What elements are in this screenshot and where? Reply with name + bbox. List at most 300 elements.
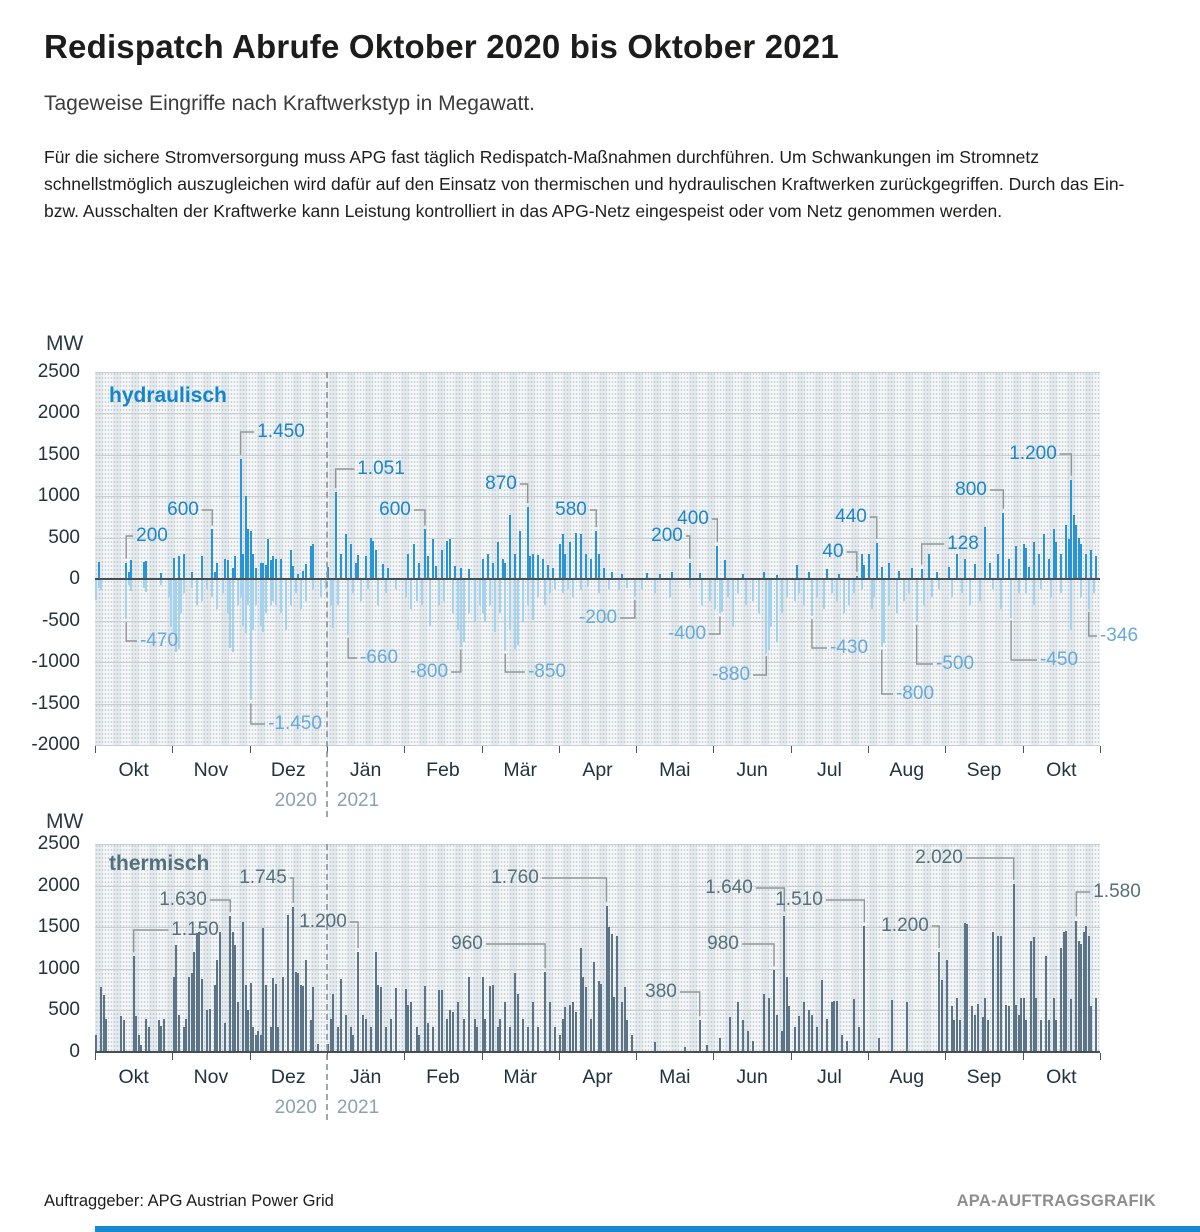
data-bar	[816, 1027, 818, 1052]
data-bar	[305, 564, 307, 579]
data-bar	[300, 580, 302, 609]
plot-area	[95, 372, 1100, 745]
data-bar	[863, 926, 865, 1052]
annotation-label: 1.510	[775, 889, 823, 910]
month-label: Nov	[193, 759, 229, 781]
data-bar	[969, 580, 971, 605]
data-bar	[908, 580, 910, 592]
annotation-label: 600	[167, 499, 199, 520]
data-bar	[340, 554, 342, 579]
data-bar	[405, 580, 407, 597]
axis-unit-label: MW	[46, 810, 84, 833]
month-label: Feb	[426, 1066, 460, 1088]
data-bar	[1085, 554, 1087, 579]
data-bar	[416, 580, 418, 601]
zero-axis-line	[95, 578, 1100, 580]
data-bar	[432, 1027, 434, 1052]
data-bar	[492, 985, 494, 1052]
annotation-label: 380	[645, 981, 677, 1002]
data-bar	[352, 1035, 354, 1052]
data-bar	[848, 580, 850, 605]
data-bar	[100, 580, 102, 590]
data-bar	[938, 580, 940, 588]
data-bar	[429, 580, 431, 626]
data-bar	[357, 555, 359, 579]
data-bar	[843, 580, 845, 613]
data-bar	[721, 580, 723, 611]
annotation-label: 600	[379, 499, 411, 520]
gridline	[95, 844, 1100, 845]
data-bar	[335, 492, 337, 579]
annotation-label: -800	[409, 661, 449, 682]
data-bar	[770, 580, 772, 626]
data-bar	[896, 580, 898, 613]
annotation-label: -450	[1039, 649, 1079, 670]
data-bar	[178, 556, 180, 579]
month-tick	[1100, 746, 1101, 753]
data-bar	[928, 554, 930, 579]
y-tick-label: -1500	[31, 692, 80, 714]
y-tick-label: -1000	[31, 651, 80, 673]
month-label: Nov	[193, 1066, 229, 1088]
data-bar	[421, 580, 423, 605]
month-tick	[791, 746, 792, 753]
data-bar	[380, 987, 382, 1052]
annotation-label: -800	[895, 683, 935, 704]
data-bar	[585, 554, 587, 579]
data-bar	[482, 559, 484, 580]
data-bar	[468, 977, 470, 1052]
data-bar	[522, 1019, 524, 1052]
data-bar	[1050, 580, 1052, 597]
annotation-label: 400	[677, 508, 709, 529]
month-tick	[559, 1053, 560, 1060]
data-bar	[287, 915, 289, 1052]
data-bar	[509, 515, 511, 580]
y-tick-label: 500	[48, 999, 80, 1021]
month-tick	[713, 1053, 714, 1060]
data-bar	[737, 580, 739, 592]
month-label: Sep	[966, 759, 1002, 781]
data-bar	[1055, 1020, 1057, 1052]
data-bar	[811, 1015, 813, 1052]
data-bar	[499, 580, 501, 613]
data-bar	[1040, 580, 1042, 588]
annotation-label: -346	[1099, 625, 1139, 646]
footer-credit: APA-AUFTRAGSGRAFIK	[956, 1192, 1156, 1210]
data-bar	[689, 580, 691, 587]
annotation-label: 200	[136, 525, 168, 546]
data-bar	[295, 580, 297, 592]
annotation-label: 200	[651, 525, 683, 546]
annotation-label: 1.200	[299, 911, 347, 932]
annotation-label: 1.450	[257, 421, 305, 442]
annotation-label: 1.051	[357, 458, 405, 479]
data-bar	[959, 1020, 961, 1052]
data-bar	[365, 1019, 367, 1052]
month-tick	[1023, 746, 1024, 753]
data-bar	[367, 580, 369, 588]
gridline	[95, 927, 1100, 928]
data-bar	[863, 565, 865, 579]
data-bar	[216, 563, 218, 579]
y-tick-label: -500	[41, 609, 80, 631]
data-bar	[873, 580, 875, 597]
month-label: Aug	[889, 759, 925, 781]
y-tick-label: 0	[69, 568, 80, 590]
annotation-label: 2.020	[915, 847, 963, 868]
data-bar	[454, 566, 456, 579]
month-tick	[1023, 1053, 1024, 1060]
month-tick	[250, 1053, 251, 1060]
data-bar	[542, 559, 544, 580]
data-bar	[547, 565, 549, 579]
data-bar	[410, 580, 412, 609]
data-bar	[1008, 1006, 1010, 1052]
data-bar	[209, 1009, 211, 1052]
annotation-label: -850	[527, 661, 567, 682]
y-tick-label: 1500	[37, 443, 80, 465]
data-bar	[494, 580, 496, 631]
data-bar	[1025, 580, 1027, 592]
data-bar	[585, 987, 587, 1052]
data-bar	[883, 580, 885, 643]
data-bar	[737, 1002, 739, 1052]
data-bar	[320, 580, 322, 597]
data-bar	[305, 960, 307, 1052]
data-bar	[275, 559, 277, 580]
y-tick-label: 1000	[37, 485, 80, 507]
data-bar	[564, 1007, 566, 1052]
data-bar	[360, 580, 362, 601]
annotation-label: 1.200	[1009, 443, 1057, 464]
data-bar	[457, 1002, 459, 1052]
data-bar	[227, 560, 229, 579]
data-bar	[836, 580, 838, 601]
data-bar	[532, 580, 534, 620]
data-bar	[689, 563, 691, 580]
annotation-label: 800	[955, 479, 987, 500]
data-bar	[265, 580, 267, 613]
y-tick-label: 2000	[37, 402, 80, 424]
data-bar	[255, 580, 257, 605]
data-bar	[265, 985, 267, 1052]
month-tick	[713, 746, 714, 753]
data-bar	[489, 580, 491, 605]
data-bar	[891, 1000, 893, 1052]
data-bar	[1070, 999, 1072, 1052]
data-bar	[888, 563, 890, 580]
data-bar	[407, 554, 409, 579]
month-label: Mär	[503, 1066, 537, 1088]
data-bar	[796, 565, 798, 579]
page-description: Für die sichere Stromversorgung muss APG fast täglich Redispatch-Maßnahmen durchführen. Um Schwankungen im Stromnetz schnellstmöglich auszugleichen wird dafür auf den Einsatz von thermischen und hydraulischen Kraftwerken zurückgegriffen. Durch das Ein- bzw. Ausschalten der Kraftwerke kann Leistung kontrolliert in das APG-Netz eingespeist oder vom Netz genommen werden.	[44, 147, 1125, 221]
data-bar	[405, 989, 407, 1052]
month-tick	[868, 1053, 869, 1060]
annotation-label: 1.630	[159, 889, 207, 910]
annotation-label: 440	[835, 506, 867, 527]
data-bar	[992, 932, 994, 1052]
data-bar	[544, 580, 546, 605]
data-bar	[537, 580, 539, 597]
data-bar	[811, 580, 813, 616]
data-bar	[776, 1015, 778, 1052]
page-title: Redispatch Abrufe Oktober 2020 bis Oktober 2021	[44, 28, 839, 65]
data-bar	[285, 580, 287, 630]
year-label: 2020	[274, 1097, 317, 1118]
annotation-label: 580	[555, 499, 587, 520]
data-bar	[878, 1038, 880, 1052]
data-bar	[497, 542, 499, 579]
data-bar	[446, 541, 448, 579]
data-bar	[567, 580, 569, 588]
data-bar	[418, 1035, 420, 1052]
data-bar	[903, 580, 905, 601]
data-bar	[747, 1031, 749, 1052]
gridline	[95, 372, 1100, 373]
data-bar	[98, 562, 100, 579]
data-bar	[724, 560, 726, 579]
month-tick	[945, 746, 946, 753]
data-bar	[1060, 580, 1062, 592]
data-bar	[499, 1019, 501, 1052]
footer-client: Auftraggeber: APG Austrian Power Grid	[44, 1192, 334, 1210]
y-tick-label: 2500	[37, 361, 80, 382]
data-bar	[1095, 998, 1097, 1052]
data-bar	[858, 1027, 860, 1052]
data-bar	[1000, 936, 1002, 1052]
data-bar	[537, 1027, 539, 1052]
y-tick-label: 500	[48, 526, 80, 548]
data-bar	[280, 559, 282, 579]
data-bar	[206, 580, 208, 588]
data-bar	[598, 580, 600, 592]
data-bar	[727, 580, 729, 597]
month-tick	[559, 746, 560, 753]
data-bar	[618, 580, 620, 590]
month-tick	[404, 1053, 405, 1060]
month-label: Jun	[736, 1066, 768, 1088]
data-bar	[961, 580, 963, 592]
data-bar	[600, 984, 602, 1052]
data-bar	[1093, 580, 1095, 592]
data-bar	[237, 1002, 239, 1052]
data-bar	[449, 1010, 451, 1052]
data-bar	[125, 580, 127, 619]
data-bar	[377, 580, 379, 605]
data-bar	[575, 1012, 577, 1052]
data-bar	[979, 580, 981, 601]
month-tick	[482, 1053, 483, 1060]
data-bar	[1060, 554, 1062, 579]
data-bar	[997, 554, 999, 579]
data-bar	[888, 580, 890, 605]
annotation-label: -470	[139, 630, 179, 651]
annotation-label: 960	[451, 933, 483, 954]
data-bar	[626, 1020, 628, 1052]
data-bar	[352, 580, 354, 592]
month-label: Jul	[816, 759, 842, 781]
data-bar	[95, 1035, 97, 1052]
annotation-label: -400	[667, 623, 707, 644]
data-bar	[745, 580, 747, 605]
data-bar	[514, 554, 516, 579]
data-bar	[1033, 580, 1035, 605]
data-bar	[984, 527, 986, 579]
data-bar	[564, 554, 566, 579]
year-separator	[326, 844, 328, 1120]
data-bar	[191, 580, 193, 587]
month-label: Apr	[582, 759, 613, 781]
month-tick	[791, 1053, 792, 1060]
data-bar	[474, 1019, 476, 1052]
data-bar	[163, 1019, 165, 1052]
data-bar	[1033, 542, 1035, 579]
data-bar	[1002, 513, 1004, 579]
data-bar	[537, 555, 539, 579]
data-bar	[527, 1027, 529, 1052]
data-bar	[280, 580, 282, 613]
data-bar	[145, 580, 147, 592]
data-bar	[763, 994, 765, 1052]
month-label: Okt	[118, 1066, 149, 1088]
data-bar	[794, 580, 796, 601]
gridline	[95, 969, 1100, 970]
data-bar	[946, 960, 948, 1052]
annotation-label: 1.760	[491, 867, 539, 888]
data-bar	[923, 580, 925, 605]
data-bar	[452, 1012, 454, 1052]
month-label: Okt	[1046, 759, 1077, 781]
data-bar	[375, 550, 377, 579]
data-bar	[732, 580, 734, 626]
year-separator	[326, 372, 328, 817]
year-label: 2020	[274, 790, 317, 811]
data-bar	[487, 554, 489, 579]
y-tick-label: 1500	[37, 916, 80, 938]
month-tick	[945, 1053, 946, 1060]
data-bar	[532, 1002, 534, 1052]
month-label: Apr	[582, 1066, 613, 1088]
data-bar	[1025, 1020, 1027, 1052]
data-bar	[836, 1001, 838, 1052]
data-bar	[549, 1002, 551, 1052]
data-bar	[916, 580, 918, 621]
data-bar	[989, 563, 991, 580]
data-bar	[216, 580, 218, 609]
data-bar	[641, 580, 643, 588]
data-bar	[1040, 1020, 1042, 1052]
data-bar	[438, 990, 440, 1052]
month-tick	[636, 746, 637, 753]
data-bar	[446, 1019, 448, 1052]
month-label: Jul	[816, 1066, 842, 1088]
data-bar	[370, 1027, 372, 1052]
data-bar	[861, 580, 863, 588]
month-tick	[172, 746, 173, 753]
data-bar	[951, 580, 953, 597]
data-bar	[803, 1002, 805, 1052]
data-bar	[1055, 542, 1057, 579]
data-bar	[312, 544, 314, 580]
data-bar	[569, 542, 571, 579]
data-bar	[312, 987, 314, 1052]
data-bar	[580, 580, 582, 590]
data-bar	[1065, 931, 1067, 1052]
data-bar	[593, 962, 595, 1052]
data-bar	[966, 924, 968, 1052]
data-bar	[634, 580, 636, 597]
month-label: Dez	[270, 1066, 306, 1088]
data-bar	[484, 1019, 486, 1052]
data-bar	[305, 580, 307, 601]
data-bar	[427, 1023, 429, 1052]
data-bar	[752, 580, 754, 601]
data-bar	[130, 580, 132, 591]
month-label: Okt	[1046, 1066, 1077, 1088]
zero-axis-line	[95, 1051, 1100, 1053]
data-bar	[1090, 1006, 1092, 1052]
data-bar	[964, 559, 966, 580]
data-bar	[474, 580, 476, 621]
month-tick	[250, 746, 251, 753]
annotation-label: 1.745	[239, 867, 287, 888]
data-bar	[201, 979, 203, 1052]
data-bar	[452, 580, 454, 613]
data-bar	[340, 979, 342, 1052]
data-bar	[587, 580, 589, 587]
data-bar	[786, 580, 788, 597]
data-bar	[1090, 550, 1092, 579]
data-bar	[714, 580, 716, 609]
data-bar	[626, 580, 628, 587]
data-bar	[554, 1027, 556, 1052]
data-bar	[544, 972, 546, 1052]
data-bar	[1010, 580, 1012, 617]
data-bar	[742, 1020, 744, 1052]
data-bar	[160, 580, 162, 585]
annotation-label: 1.640	[705, 877, 753, 898]
data-bar	[1080, 544, 1082, 579]
data-bar	[716, 546, 718, 579]
year-label: 2021	[336, 790, 380, 811]
data-bar	[554, 580, 556, 588]
data-bar	[768, 998, 770, 1052]
data-bar	[407, 1005, 409, 1052]
annotation-label: 1.580	[1093, 881, 1141, 902]
data-bar	[758, 580, 760, 613]
data-bar	[385, 1027, 387, 1052]
data-bar	[841, 1035, 843, 1052]
data-bar	[413, 544, 415, 579]
data-bar	[130, 560, 132, 579]
month-tick	[95, 1053, 96, 1060]
data-bar	[365, 556, 367, 579]
data-bar	[145, 561, 147, 579]
data-bar	[572, 580, 574, 597]
annotation-label: 128	[947, 533, 979, 554]
data-bar	[580, 534, 582, 579]
data-bar	[509, 580, 511, 630]
data-bar	[788, 1006, 790, 1052]
y-tick-label: 0	[69, 1041, 80, 1062]
month-tick	[172, 1053, 173, 1060]
chart-thermisch	[0, 804, 1200, 1124]
data-bar	[183, 554, 185, 579]
data-bar	[941, 980, 943, 1052]
axis-unit-label: MW	[46, 332, 84, 355]
data-bar	[416, 1027, 418, 1052]
